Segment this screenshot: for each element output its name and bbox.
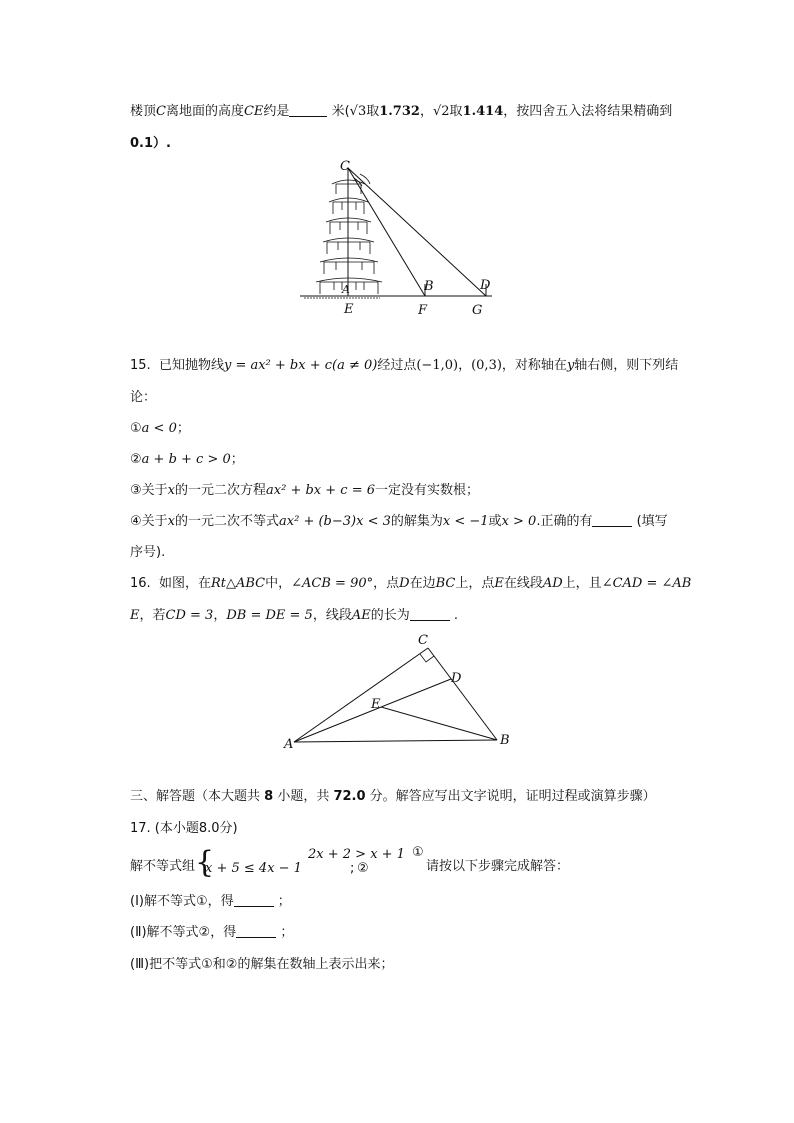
math-var: E xyxy=(130,608,140,623)
q15-option-2 xyxy=(130,450,244,470)
inequality-1: 2x + 2 > x + 1 xyxy=(308,847,405,862)
section-count: 8 xyxy=(264,789,274,804)
answer-blank[interactable] xyxy=(234,892,274,907)
q17-text: ，得 xyxy=(207,894,234,909)
q15-text: 关于 xyxy=(141,514,168,529)
label-F: F xyxy=(418,303,428,318)
q17-text: ； xyxy=(276,925,294,940)
q14-text: ，按四舍五入法将结果精确到 xyxy=(503,104,673,119)
ineq-mark: ② xyxy=(198,925,211,940)
label-G: G xyxy=(472,303,483,318)
q17-step2 xyxy=(130,923,293,943)
q15-option-3 xyxy=(130,481,479,501)
q14-text: 取 xyxy=(449,104,463,119)
ineq-mark: ① xyxy=(201,957,213,972)
q14-text: 楼顶 xyxy=(130,104,157,119)
question-number: 16. xyxy=(130,576,151,591)
q15-text: ， xyxy=(458,358,472,373)
label-B: B xyxy=(424,279,434,294)
q14-line2: 0.1）. xyxy=(130,136,171,151)
label-E: E xyxy=(371,697,381,712)
q17-step1 xyxy=(130,892,291,912)
ineq-mark: ① xyxy=(195,894,208,909)
label-C: C xyxy=(418,633,428,648)
math-expr: (−1,0) xyxy=(416,358,459,373)
q15-text: 关于 xyxy=(141,483,168,498)
inequality-2: x + 5 ≤ 4x − 1 xyxy=(205,861,302,876)
q16-text: 上，且 xyxy=(562,576,602,591)
math-expr: Rt△ABC xyxy=(210,576,266,591)
math-expr: √3 xyxy=(349,104,367,119)
q14-text: ， xyxy=(419,104,433,119)
q15-line1 xyxy=(130,356,678,376)
question-number: 15. xyxy=(130,358,151,373)
section-title xyxy=(130,787,656,807)
math-var: D xyxy=(399,576,410,591)
q17-text: 请按以下步骤完成解答： xyxy=(426,859,570,874)
label-B: B xyxy=(500,733,510,748)
math-expr: x < −1 xyxy=(442,514,489,529)
math-expr: a < 0 xyxy=(141,421,177,436)
math-expr: ∠ACB = 90° xyxy=(291,576,374,591)
q15-text: (填写 xyxy=(632,514,668,529)
q17-text: (Ⅲ)把不等式 xyxy=(130,957,202,972)
q16-line2 xyxy=(130,606,458,626)
q16-text: ，线段 xyxy=(312,608,352,623)
q15-text: 的一元二次不等式 xyxy=(175,514,280,529)
q17-text: ； xyxy=(273,894,291,909)
option-mark: ③ xyxy=(130,483,142,498)
q16-line1 xyxy=(130,574,691,594)
q15-text: .正确的有 xyxy=(536,514,593,529)
math-number: 1.732 xyxy=(379,104,420,119)
q17-text: 解不等式组 xyxy=(130,859,196,874)
math-expr: CD = 3 xyxy=(165,608,214,623)
answer-blank[interactable] xyxy=(410,606,450,621)
math-expr: ∠CAD = ∠AB xyxy=(601,576,692,591)
answer-blank[interactable] xyxy=(236,923,276,938)
q15-text: 或 xyxy=(488,514,502,529)
triangle-figure xyxy=(280,628,520,752)
punct: ； xyxy=(230,452,244,467)
math-var: x xyxy=(167,514,176,529)
math-var: AE xyxy=(351,608,371,623)
answer-blank[interactable] xyxy=(289,102,327,117)
q16-text: . xyxy=(449,608,459,623)
ineq-mark-1: ① xyxy=(412,845,424,860)
q15-text: 的一元二次方程 xyxy=(175,483,267,498)
ineq-mark-2: ② xyxy=(357,861,369,876)
math-var: x xyxy=(167,483,176,498)
option-mark: ① xyxy=(130,421,142,436)
brace-symbol: { xyxy=(195,845,215,880)
section-text: 三、解答题（本大题共 xyxy=(130,789,265,804)
q15-text: ，对称轴在 xyxy=(501,358,567,373)
math-expr: ax² + (b−3)x < 3 xyxy=(279,514,391,529)
q15-text: 一定没有实数根； xyxy=(375,483,480,498)
math-var: y xyxy=(566,358,575,373)
q16-text: 的长为 xyxy=(370,608,410,623)
math-var: E xyxy=(494,576,504,591)
q17-text: ，得 xyxy=(210,925,237,940)
q17-text: 和 xyxy=(212,957,226,972)
math-var: BC xyxy=(435,576,456,591)
pagoda-figure xyxy=(290,156,520,320)
q14-text: 约是 xyxy=(263,104,290,119)
q15-text: 的解集为 xyxy=(390,514,443,529)
q16-text: 在线段 xyxy=(503,576,543,591)
q16-text: 上，点 xyxy=(455,576,495,591)
label-D: D xyxy=(480,278,491,293)
label-D: D xyxy=(451,671,462,686)
q16-text: ，点 xyxy=(373,576,400,591)
math-expr: √2 xyxy=(432,104,450,119)
math-expr: x > 0 xyxy=(501,514,537,529)
option-mark: ④ xyxy=(130,514,142,529)
q14-line1 xyxy=(130,102,672,122)
q16-text: 中， xyxy=(265,576,292,591)
separator: ; xyxy=(350,861,355,876)
q15-text: 已知抛物线 xyxy=(158,358,224,373)
q15-option-1 xyxy=(130,419,190,439)
q15-line-last: 序号). xyxy=(130,545,166,560)
math-expr: DB = DE = 5 xyxy=(226,608,313,623)
math-var: C xyxy=(156,104,166,119)
label-A: A xyxy=(284,737,294,752)
label-A: A xyxy=(342,283,350,296)
q15-text: 经过点 xyxy=(377,358,417,373)
math-var: AD xyxy=(542,576,563,591)
option-mark: ② xyxy=(130,452,142,467)
q17-header: 17. (本小题8.0分) xyxy=(130,821,238,836)
q17-step3 xyxy=(130,955,393,975)
label-E: E xyxy=(344,302,354,317)
q16-text: 在边 xyxy=(409,576,436,591)
math-expr: y = ax² + bx + c(a ≠ 0) xyxy=(223,358,378,373)
punct: ； xyxy=(176,421,190,436)
q17-text: (Ⅱ)解不等式 xyxy=(130,925,199,940)
math-expr: a + b + c > 0 xyxy=(141,452,231,467)
section-score: 72.0 xyxy=(333,789,366,804)
ineq-mark: ② xyxy=(225,957,238,972)
q16-text: ， xyxy=(213,608,227,623)
math-expr: (0,3) xyxy=(471,358,502,373)
q16-text: ，若 xyxy=(139,608,166,623)
q17-text: 的解集在数轴上表示出来； xyxy=(237,957,394,972)
label-C: C xyxy=(340,159,350,174)
q16-text: 如图，在 xyxy=(158,576,211,591)
q14-text: 米( xyxy=(327,104,350,119)
q17-text: (Ⅰ)解不等式 xyxy=(130,894,196,909)
q14-text: 离地面的高度 xyxy=(165,104,244,119)
math-var: CE xyxy=(243,104,264,119)
q14-text: 取 xyxy=(366,104,380,119)
q15-line2: 论： xyxy=(130,390,157,405)
q15-option-4 xyxy=(130,512,668,532)
section-text: 小题，共 xyxy=(273,789,334,804)
math-expr: ax² + bx + c = 6 xyxy=(266,483,376,498)
answer-blank[interactable] xyxy=(592,512,632,527)
q15-text: 轴右侧，则下列结 xyxy=(574,358,679,373)
section-text: 分。解答应写出文字说明，证明过程或演算步骤） xyxy=(365,789,656,804)
math-number: 1.414 xyxy=(462,104,504,119)
